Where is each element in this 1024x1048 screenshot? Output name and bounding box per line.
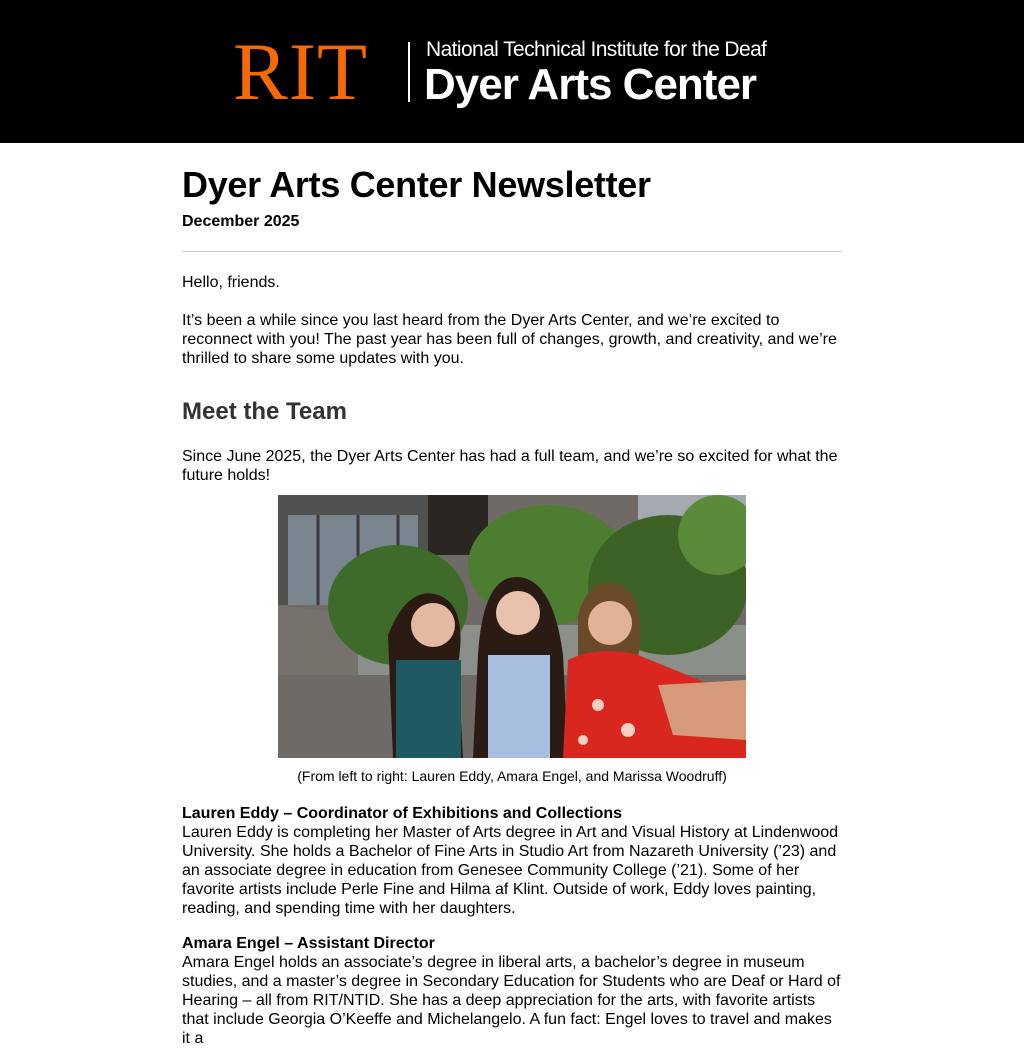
team-member-name: Amara Engel – Assistant Director	[182, 935, 435, 952]
newsletter-header	[0, 0, 1024, 143]
logo-divider	[408, 42, 410, 102]
rit-logo: RIT	[233, 26, 369, 117]
photo-caption: (From left to right: Lauren Eddy, Amara Engel, and Marissa Woodruff)	[297, 768, 727, 784]
newsletter-body	[182, 143, 842, 1048]
team-member-bio: Amara Engel holds an associate’s degree in liberal arts, a bachelor’s degree in museum studies, and a master’s degree in Secondary Education for Students who are Deaf or Hard of Hearing – all from RIT/NTID. She has a deep appreciation for the arts, with favorite artists that include Georgia O’Keeffe and Michelangelo. A fun fact: Engel loves to travel and makes it a	[182, 954, 841, 1047]
team-photo	[278, 495, 746, 758]
page-title: Dyer Arts Center Newsletter	[182, 164, 651, 205]
team-intro-paragraph: Since June 2025, the Dyer Arts Center has had a full team, and we’re so excited for what the future holds!	[182, 448, 838, 484]
section-heading-team: Meet the Team	[182, 398, 347, 425]
logo-title: Dyer Arts Center	[424, 60, 757, 109]
team-member-name: Lauren Eddy – Coordinator of Exhibitions and Collections	[182, 805, 623, 822]
greeting: Hello, friends.	[182, 274, 280, 291]
logo-subtitle: National Technical Institute for the Deaf	[426, 38, 767, 61]
team-member-bio: Lauren Eddy is completing her Master of Arts degree in Art and Visual History at Lindenwood University. She holds a Bachelor of Fine Arts in Studio Art from Nazareth University (’23) and an associate degree in education from Genesee Community College (’21). Some of her favorite artists include Perle Fine and Hilma af Klint. Outside of work, Eddy loves painting, reading, and spending time with her daughters.	[182, 824, 839, 917]
divider	[182, 251, 842, 252]
issue-date: December 2025	[182, 213, 300, 230]
intro-paragraph: It’s been a while since you last heard from the Dyer Arts Center, and we’re excited to reconnect with you! The past year has been full of changes, growth, and creativity, and we’re thrilled to share some updates with you.	[182, 312, 837, 367]
